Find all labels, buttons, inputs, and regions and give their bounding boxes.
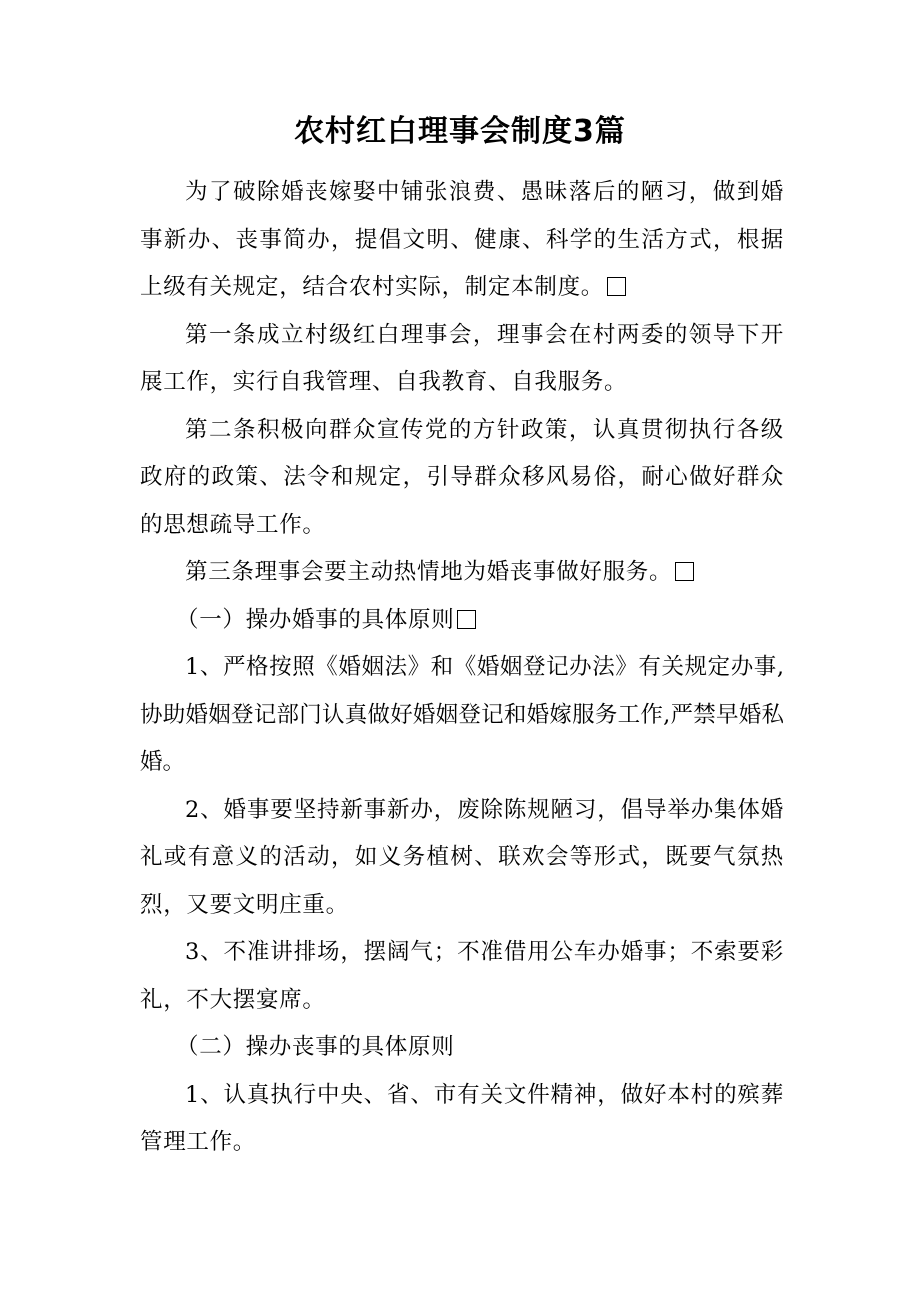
paragraph-intro <box>140 169 784 312</box>
paragraph-funeral-1 <box>140 1072 784 1167</box>
paragraph-text: 为了破除婚丧嫁娶中铺张浪费、愚昧落后的陋习，做到婚事新办、丧事简办，提倡文明、健康、科学的生活方式，根据上级有关规定，结合农村实际，制定本制度。 <box>140 179 784 300</box>
paragraph-text: 3、不准讲排场，摆阔气；不准借用公车办婚事；不索要彩礼，不大摆宴席。 <box>140 939 784 1013</box>
paragraph-text: （二）操办丧事的具体原则 <box>176 1034 455 1060</box>
paragraph-wedding-2 <box>140 787 784 930</box>
section-heading-wedding <box>140 597 784 645</box>
paragraph-text: （一）操办婚事的具体原则 <box>176 606 455 633</box>
paragraph-wedding-3 <box>140 929 784 1024</box>
checkbox-square-icon <box>607 277 626 296</box>
paragraph-text: 1、严格按照《婚姻法》和《婚姻登记办法》有关规定办事,协助婚姻登记部门认真做好婚姻登记和婚嫁服务工作,严禁早婚私婚。 <box>140 654 784 775</box>
checkbox-square-icon <box>457 610 476 629</box>
checkbox-square-icon <box>675 562 694 581</box>
paragraph-article-1 <box>140 312 784 407</box>
paragraph-wedding-1 <box>140 644 784 787</box>
paragraph-text: 1、认真执行中央、省、市有关文件精神，做好本村的殡葬管理工作。 <box>140 1081 784 1155</box>
paragraph-text: 2、婚事要坚持新事新办，废除陈规陋习，倡导举办集体婚礼或有意义的活动，如义务植树、联欢会等形式，既要气氛热烈，又要文明庄重。 <box>140 796 784 918</box>
document-title: 农村红白理事会制度3篇 <box>294 114 626 149</box>
paragraph-text: 第二条积极向群众宣传党的方针政策，认真贯彻执行各级政府的政策、法令和规定，引导群众移风易俗，耐心做好群众的思想疏导工作。 <box>140 416 784 538</box>
paragraph-text: 第一条成立村级红白理事会，理事会在村两委的领导下开展工作，实行自我管理、自我教育、自我服务。 <box>140 321 784 395</box>
document-body <box>140 169 784 1167</box>
paragraph-text: 第三条理事会要主动热情地为婚丧事做好服务。 <box>185 559 673 585</box>
section-heading-funeral <box>140 1024 784 1072</box>
paragraph-article-2 <box>140 407 784 550</box>
paragraph-article-3 <box>140 549 784 597</box>
